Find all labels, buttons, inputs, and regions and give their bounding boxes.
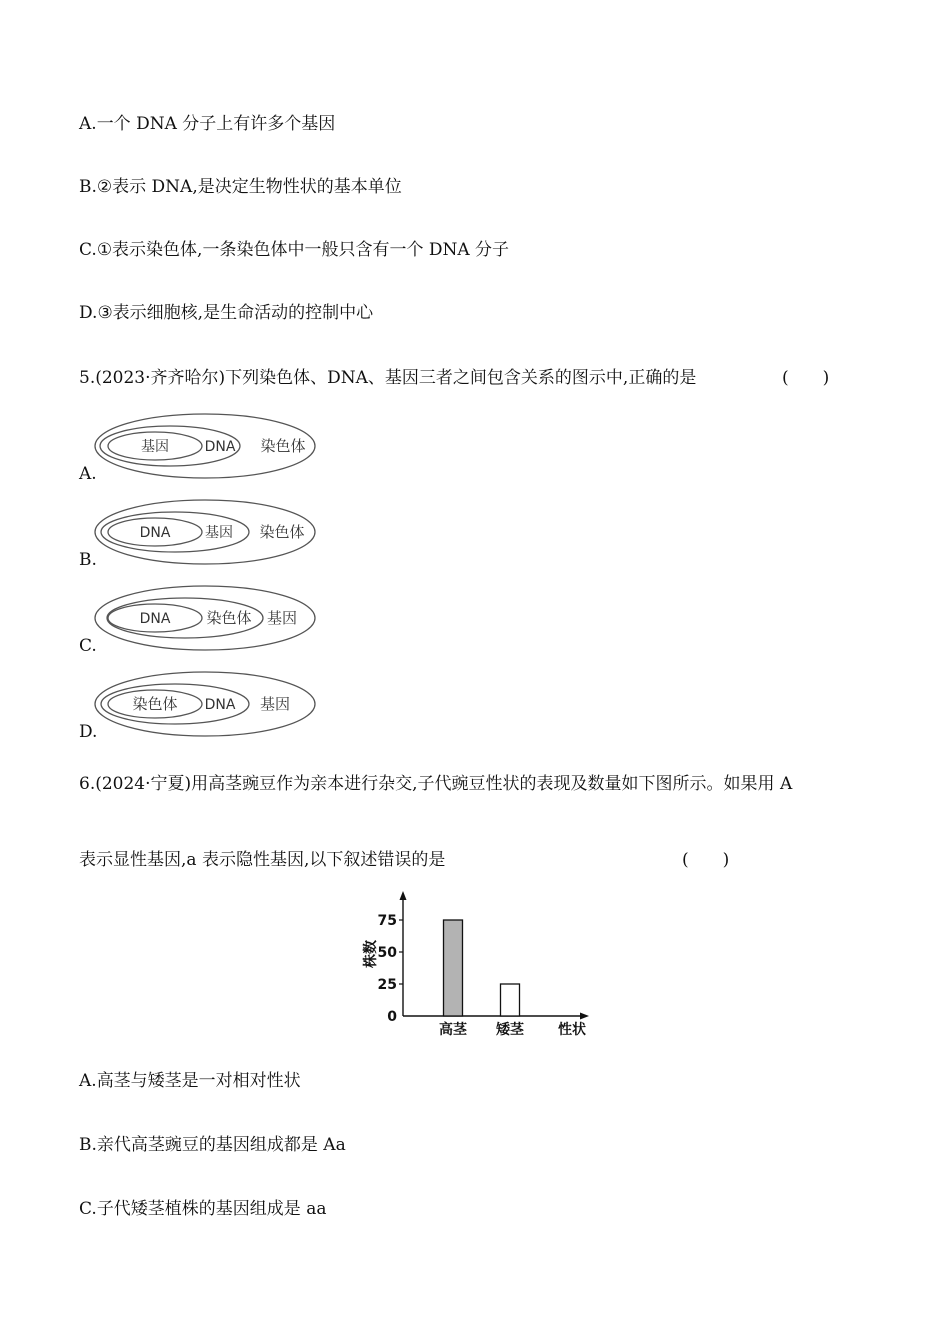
outer-label: 基因	[266, 609, 298, 627]
q5-option-b-diagram	[95, 499, 319, 567]
q5-option-a-label: A.	[79, 464, 97, 484]
option-label: A.	[79, 1071, 97, 1091]
inner-label: DNA	[139, 525, 171, 541]
y-tick-label: 25	[377, 977, 397, 993]
q6-option-a	[79, 1070, 301, 1092]
x-axis-label: 性状	[558, 1022, 586, 1038]
q5-stem: 5.(2023·齐齐哈尔)下列染色体、DNA、基因三者之间包含关系的图示中,正确的是	[79, 368, 697, 388]
x-category-label: 矮茎	[496, 1022, 524, 1038]
q4-option-d	[79, 302, 373, 324]
bar-0	[444, 920, 463, 1016]
q4-option-b	[79, 176, 402, 198]
q6-stem-line2: 表示显性基因,a 表示隐性基因,以下叙述错误的是	[79, 850, 446, 870]
option-label: B.	[79, 1135, 97, 1155]
middle-label: 染色体	[206, 609, 252, 627]
y-tick-label: 75	[377, 913, 397, 929]
bar-chart	[355, 888, 595, 1040]
y-axis-arrow	[400, 891, 407, 900]
y-axis-label: 株数	[363, 940, 379, 968]
middle-label: DNA	[204, 439, 236, 455]
middle-label: DNA	[204, 697, 236, 713]
option-text: ③表示细胞核,是生命活动的控制中心	[97, 303, 374, 323]
q4-option-c	[79, 239, 509, 261]
bars	[444, 920, 520, 1016]
bar-1	[501, 984, 520, 1016]
option-text: ②表示 DNA,是决定生物性状的基本单位	[96, 177, 402, 197]
q5-option-a-diagram	[95, 413, 319, 481]
inner-label: DNA	[139, 611, 171, 627]
option-label: C.	[79, 1199, 97, 1219]
outer-label: 染色体	[260, 437, 306, 455]
x-axis-arrow	[580, 1013, 589, 1020]
x-labels	[439, 1021, 525, 1038]
q5-option-c-diagram	[95, 585, 319, 653]
inner-label: 染色体	[132, 695, 178, 713]
q6-answer-paren: ( )	[682, 850, 730, 870]
q5-answer-paren: ( )	[782, 368, 830, 388]
option-label: C.	[79, 240, 97, 260]
q5-option-d-label: D.	[79, 722, 98, 742]
y-ticks	[378, 913, 403, 1025]
q6-stem-line1: 6.(2024·宁夏)用高茎豌豆作为亲本进行杂交,子代豌豆性状的表现及数量如下图所示。如果用 A	[79, 774, 793, 794]
q5-option-d-diagram	[95, 671, 319, 739]
option-text: 子代矮茎植株的基因组成是 aa	[96, 1199, 327, 1219]
option-text: 一个 DNA 分子上有许多个基因	[96, 114, 336, 134]
option-text: 高茎与矮茎是一对相对性状	[96, 1071, 301, 1091]
middle-label: 基因	[205, 525, 233, 541]
q6-option-b	[79, 1134, 346, 1156]
option-label: B.	[79, 177, 97, 197]
y-tick-label: 0	[387, 1009, 397, 1025]
q5-option-b-label: B.	[79, 550, 97, 570]
option-label: A.	[79, 114, 97, 134]
q6-option-c	[79, 1198, 327, 1220]
option-text: ①表示染色体,一条染色体中一般只含有一个 DNA 分子	[96, 240, 510, 260]
y-tick-label: 50	[377, 945, 397, 961]
outer-label: 基因	[259, 695, 291, 713]
q4-option-a	[79, 113, 335, 135]
q5-option-c-label: C.	[79, 636, 97, 656]
option-text: 亲代高茎豌豆的基因组成都是 Aa	[96, 1135, 346, 1155]
x-category-label: 高茎	[439, 1022, 467, 1038]
inner-label: 基因	[141, 439, 169, 455]
outer-label: 染色体	[259, 523, 305, 541]
option-label: D.	[79, 303, 98, 323]
